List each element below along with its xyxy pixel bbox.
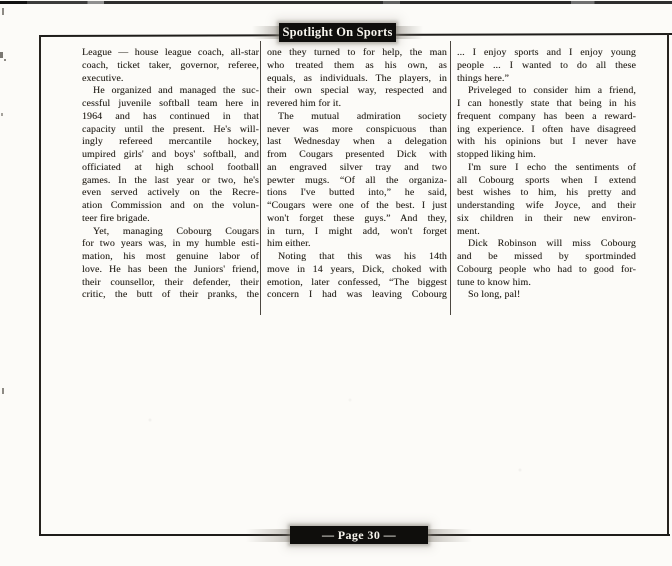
text-line: capacity until the present. He's will- — [82, 123, 259, 135]
text-line: cessful juvenile softball team here in — [82, 98, 259, 109]
scan-top-edge-artifact — [0, 1, 672, 4]
text-line: tune to know him. — [457, 276, 531, 288]
text-line: who treated them as his own, as — [267, 59, 447, 71]
text-line: concern I had was leaving Cobourg — [267, 289, 447, 301]
text-line: ... I enjoy sports and I enjoy young — [457, 47, 636, 58]
header-banner-halo — [252, 26, 279, 39]
text-line: frequent company has been a reward- — [457, 110, 636, 122]
text-line: officiated at high school football — [82, 161, 259, 173]
text-line: won't forget these guys.” And they, — [267, 212, 447, 224]
text-line: understanding wife Joyce, and their — [457, 200, 636, 211]
text-line: ing experience. I often have disagreed — [457, 123, 636, 135]
text-line: Priveleged to consider him a friend, — [468, 85, 636, 97]
text-line: their counsellor, their defender, their — [82, 276, 259, 288]
text-line: Dick Robinson will miss Cobourg — [468, 238, 636, 250]
text-line: umpired girls' and boys' softball, and — [82, 149, 259, 160]
scan-speck — [2, 8, 4, 15]
text-line: people ... I wanted to do all these — [457, 59, 636, 71]
article-column-1 — [82, 47, 259, 302]
text-line: He organized and managed the suc- — [93, 85, 259, 97]
text-line: executive. — [82, 72, 124, 84]
text-line: Noting that this was his 14th — [278, 251, 447, 262]
text-line: ation Commission and on the volun- — [82, 200, 259, 211]
text-line: Yet, managing Cobourg Cougars — [93, 225, 259, 237]
column-separator — [450, 41, 451, 315]
text-line: move in 14 years, Dick, choked with — [267, 263, 447, 275]
text-line: Cobourg people who had to good for- — [457, 263, 636, 275]
text-line: best wishes to him, his pretty and — [457, 187, 636, 199]
page-number-label: — Page 30 — — [321, 528, 397, 542]
text-line: him either. — [267, 238, 311, 250]
text-line: in turn, I might add, won't forget — [267, 225, 447, 237]
text-line: from Cougars presented Dick with — [267, 149, 447, 160]
article-frame-border-right — [667, 33, 669, 535]
text-line: teer fire brigade. — [82, 212, 150, 224]
scan-speck — [0, 52, 3, 58]
text-line: “Cougars were one of the best. I just — [267, 200, 447, 211]
text-line: for two years was, in my humble esti- — [82, 238, 259, 250]
text-line: ment. — [457, 225, 480, 237]
text-line: things here.” — [457, 72, 510, 84]
section-header-banner — [279, 23, 396, 42]
text-line: all Cobourg sports when I extend — [457, 174, 636, 186]
text-line: their own special way, respected and — [267, 85, 447, 97]
text-line: one they turned to for help, the man — [267, 47, 447, 58]
article-column-2 — [267, 47, 447, 302]
scan-speck — [2, 388, 4, 394]
text-line: pewter mugs. “Of all the organiza- — [267, 174, 447, 186]
text-line: critic, the butt of their pranks, the — [82, 289, 259, 301]
text-line: I'm sure I echo the sentiments of — [468, 161, 636, 173]
text-line: ingly refereed mercantile hockey, — [82, 136, 259, 148]
text-line: emotion, later confessed, “The biggest — [267, 276, 447, 288]
column-separator — [260, 41, 261, 315]
text-line: So long, pal! — [468, 289, 521, 301]
text-line: and be missed by sportminded — [457, 251, 636, 262]
scan-speck — [1, 113, 3, 116]
scan-speck — [4, 59, 6, 61]
section-header-label: Spotlight On Sports — [282, 25, 393, 39]
text-line: even served actively on the Recre- — [82, 187, 259, 199]
text-line: mation, his most genuine labor of — [82, 251, 259, 262]
page-number-banner — [290, 526, 428, 544]
text-line: love. He has been the Juniors' friend, — [82, 263, 259, 275]
text-line: 1964 and has continued in that — [82, 110, 259, 122]
text-line: equals, as individuals. The players, in — [267, 72, 447, 84]
text-line: I can honestly state that being in his — [457, 98, 636, 109]
text-line: six children in their new environ- — [457, 212, 636, 224]
text-line: tions I've butted into,” he said, — [267, 187, 447, 199]
text-line: coach, ticket taker, governor, referee, — [82, 59, 259, 71]
text-line: an engraved silver tray and two — [267, 161, 447, 173]
text-line: The mutual admiration society — [278, 110, 447, 122]
text-line: games. In the last year or two, he's — [82, 174, 259, 186]
text-line: League — house league coach, all-star — [82, 47, 259, 58]
text-line: with his opinions but I never have — [457, 136, 636, 148]
text-line: revered him for it. — [267, 98, 342, 109]
text-line: never was more conspicuous than — [267, 123, 447, 135]
text-line: last Wednesday when a delegation — [267, 136, 447, 148]
article-column-3 — [457, 47, 636, 302]
text-line: stopped liking him. — [457, 149, 536, 160]
article-frame-border-left — [39, 35, 41, 536]
header-banner-halo — [396, 26, 423, 39]
